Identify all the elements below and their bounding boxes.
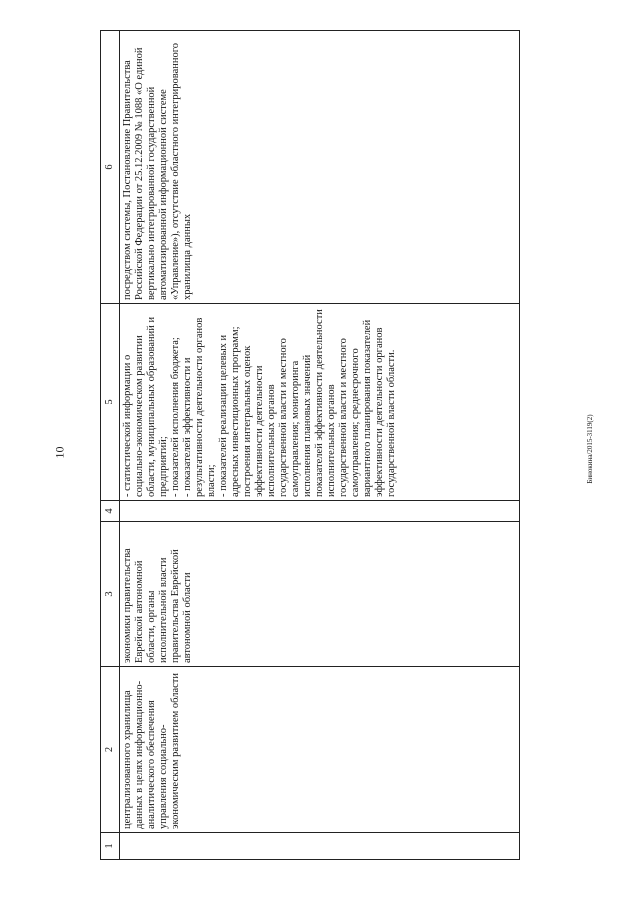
content-line: - показателей эффективности и результативности деятельности органов власти;	[182, 317, 217, 497]
cell-term	[120, 501, 520, 522]
rotated-landscape-page	[100, 30, 520, 860]
table-row	[120, 31, 520, 860]
header-row	[101, 31, 120, 860]
content-line: - статистической информации о социально-экономическом развитии области, муниципальных образований и предприятий;	[122, 316, 169, 497]
cell-content	[120, 304, 520, 501]
content-line: - показателей исполнения бюджета;	[170, 337, 181, 497]
document-code: Бинокина/2015-3119(2)	[586, 414, 594, 484]
cell-name: централизованного хранилища данных в целях информационно-аналитического обеспечения управления социально-экономическим развитием области	[120, 667, 520, 833]
column-header-5: 5	[101, 304, 120, 501]
column-header-2: 2	[101, 667, 120, 833]
column-header-3: 3	[101, 522, 120, 667]
page-number: 10	[52, 446, 67, 459]
program-table	[100, 30, 520, 860]
column-header-4: 4	[101, 501, 120, 522]
cell-number	[120, 833, 520, 860]
column-header-1: 1	[101, 833, 120, 860]
cell-executor: экономики правительства Еврейской автономной области, органы исполнительной власти правительства Еврейской автономной области	[120, 522, 520, 667]
cell-rationale: посредством системы, Постановление Правительства Российской Федерации от 25.12.2009 № 1088 «О единой вертикально интегрированной государственной автоматизированной информационной системе «Управление»), отсутствие областного интегрированного хранилища данных	[120, 31, 520, 304]
content-line: - показателей реализации целевых и адресных инвестиционных программ; построения интегральных оценок эффективности деятельности исполнительных органов государственной власти и местного самоуправления; мониторинга исполнения плановых значений показателей эффективности деятельности исполнительных органов государственной власти и местного самоуправления; среднесрочного вариантного планирования показателей эффективности деятельности органов государственной власти области.	[218, 309, 397, 497]
column-header-6: 6	[101, 31, 120, 304]
